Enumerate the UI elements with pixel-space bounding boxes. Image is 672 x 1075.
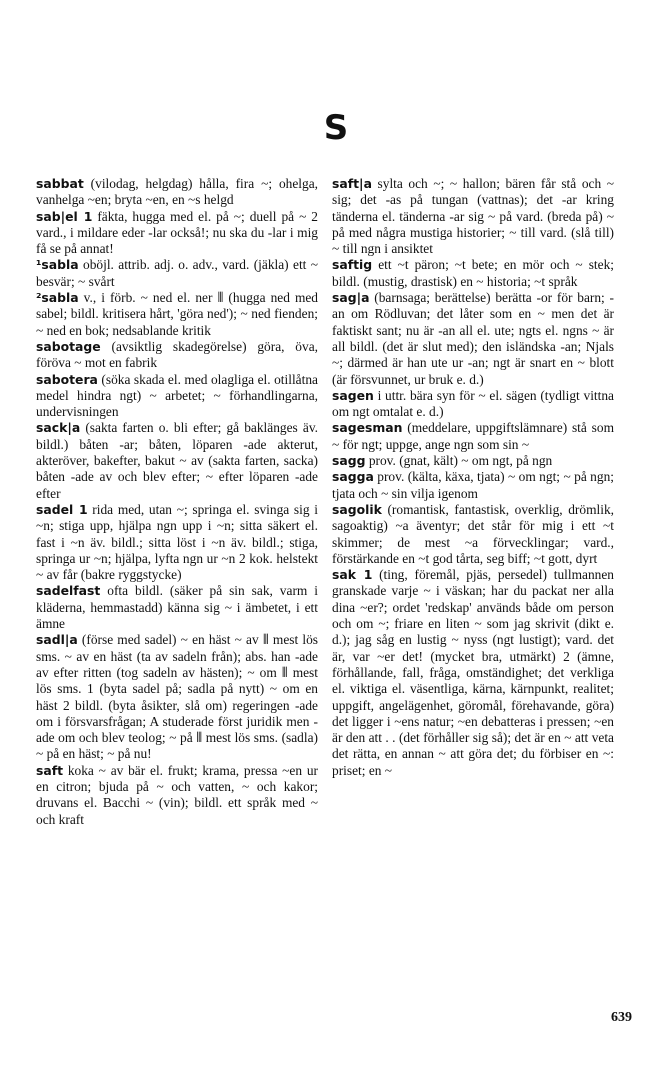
entry-sadla bbox=[36, 632, 318, 762]
entry-sadel bbox=[36, 502, 318, 583]
headword: saft|a bbox=[332, 176, 372, 191]
entry-text: oböjl. attrib. adj. o. adv., vard. (jäkla) ett ~ besvär; ~ svårt bbox=[36, 257, 318, 289]
headword: sagen bbox=[332, 387, 374, 403]
headword: sagga bbox=[332, 469, 374, 485]
right-column bbox=[332, 176, 614, 779]
headword: sadelfast bbox=[36, 583, 101, 599]
entry-sacka bbox=[36, 420, 318, 501]
entry-sagga bbox=[332, 469, 614, 502]
entry-text: sylta och ~; ~ hallon; bären får stå och ~ sig; det -as på tungan (vattnas); det -ar kring tänderna el. tänderna -ar sig ~ på vard. (breda på) ~ på med några mustiga historier; ~ till vard. (slå till) ~ till ngn i ansiktet bbox=[332, 176, 614, 257]
entry-sagen bbox=[332, 388, 614, 421]
entry-saga bbox=[332, 290, 614, 388]
headword: saftig bbox=[332, 257, 373, 273]
headword: sabotera bbox=[36, 371, 98, 387]
entry-sabotage bbox=[36, 339, 318, 372]
headword: sabotage bbox=[36, 338, 101, 354]
entry-text: (ting, föremål, pjäs, persedel) tullmannen granskade varje ~ i väskan; har du packat ner alla dina ~er?; ordet 'redskap' används både om person och om ~; friare en liten ~ som jag skrivit (dikt e. d.); jag såg en lustig ~ nyss (ngt lustigt); vard. det är, var ~er det! (mycket bra, utmärkt) 2 (ämne, förhållande, fall, fråga, omständighet; det verkliga el. viktiga el. väsentliga, kärna, kärnpunkt, realitet; uppgift, angelägenhet, göromål, förehavande, göra) det ligger i ~ens natur; ~en debatteras i pressen; ~en är den att . . (det förhåller sig så); det är en ~ att veta det rätta, en annan ~ att göra det; du förbiser en ~: priset; en ~ bbox=[332, 567, 614, 778]
entry-sadelfast bbox=[36, 583, 318, 632]
headword: sagg bbox=[332, 453, 366, 469]
entry-sagolik bbox=[332, 502, 614, 567]
entry-sabla-1 bbox=[36, 257, 318, 290]
entry-saft bbox=[36, 763, 318, 828]
entry-text: rida med, utan ~; springa el. svinga sig i ~n; stiga upp, hjälpa ngn upp i ~n; sitta säkert el. fast i ~n äv. bildl.; sitta löst i ~n äv. bildl.; stiga, springa ur ~n; hjälpa, lyfta ngn ur ~n 2 kok. helstekt ~ av får (bakre ryggstycke) bbox=[36, 501, 318, 583]
entry-text: (förse med sadel) ~ en häst ~ av ⦀ mest lös sms. ~ av en häst (ta av sadeln från); abs. han -ade av efter ritten (tog sadeln av hästen); ~ om ⦀ mest lös sms. 1 (byta sadel på; sadla på nytt) ~ om en häst 2 bildl. (byta åsikter, slå om) regeringen -ade om i försvarsfrågan; A studerade först juridik men -ade om och blev teolog; ~ på ⦀ mest lös sms. (sadla) ~ på en häst; ~ på nu! bbox=[36, 632, 318, 762]
entry-text: ett ~t päron; ~t bete; en mör och ~ stek; bildl. (mustig, drastisk) en ~ historia; ~t språk bbox=[332, 257, 614, 289]
entry-text: prov. (gnat, kält) ~ om ngt, på ngn bbox=[365, 453, 553, 469]
headword: sab|el 1 bbox=[36, 208, 93, 224]
section-letter: S bbox=[323, 108, 349, 148]
entry-text: i uttr. bära syn för ~ el. sägen (tydligt vittna om ngt omtalat e. d.) bbox=[332, 387, 614, 420]
entry-text: koka ~ av bär el. frukt; krama, pressa ~en ur en citron; bjuda på ~ och vatten, ~ och kakor; druvans el. Bacchi ~ (vin); bildl. ett språk med ~ och kraft bbox=[36, 762, 318, 827]
entry-text: (barnsaga; berättelse) berätta -or för barn; -an om Rödluvan; det låter som en ~ men det är faktiskt sant; nu är -an all el. ute; ngts el. ngns ~ är all bildl. (det är slut med); den isländska -an; Njals ~; därmed är han ute ur -an; ngt är snart en ~ blott (är försvunnet, ur bruk e. d.) bbox=[332, 290, 614, 387]
headword: sagolik bbox=[332, 501, 382, 517]
headword: sadl|a bbox=[36, 632, 78, 648]
entry-text: (avsiktlig skadegörelse) göra, öva, föröva ~ mot en fabrik bbox=[36, 338, 318, 371]
entry-safta bbox=[332, 176, 614, 257]
entry-sabel bbox=[36, 209, 318, 258]
headword: sag|a bbox=[332, 290, 370, 306]
headword: ¹sabla bbox=[36, 257, 79, 273]
headword: ²sabla bbox=[36, 290, 79, 306]
headword: sak 1 bbox=[332, 567, 373, 583]
entry-sabla-2 bbox=[36, 290, 318, 339]
headword: saft bbox=[36, 762, 64, 778]
entry-text: v., i förb. ~ ned el. ner ⦀ (hugga ned med sabel; bildl. kritisera hårt, 'göra ned'); ~ ned fienden; ~ ned en bok; nedsablande kritik bbox=[36, 290, 318, 338]
headword: sack|a bbox=[36, 420, 81, 436]
entry-text: prov. (kälta, käxa, tjata) ~ om ngt; ~ på ngn; tjata och ~ sin vilja igenom bbox=[332, 469, 614, 501]
entry-sabotera bbox=[36, 372, 318, 421]
headword: sadel 1 bbox=[36, 501, 88, 517]
entry-text: (vilodag, helgdag) hålla, fira ~; ohelga, vanhelga ~en; bryta ~en, en ~s helgd bbox=[36, 176, 318, 208]
entry-sagesman bbox=[332, 420, 614, 453]
headword: sagesman bbox=[332, 420, 403, 436]
entry-text: fäkta, hugga med el. på ~; duell på ~ 2 vard., i mildare eder -lar också!; nu ska du -lar i mig få se på annat! bbox=[36, 208, 318, 257]
entry-text: (söka skada el. med olagliga el. otillåtna medel hindra ngt) ~ arbetet; ~ förhandlingarna, undervisningen bbox=[36, 371, 318, 420]
page-number: 639 bbox=[611, 1010, 632, 1025]
headword: sabbat bbox=[36, 176, 84, 191]
entry-sagg bbox=[332, 453, 614, 469]
entry-sak bbox=[332, 567, 614, 779]
entry-saftig bbox=[332, 257, 614, 290]
entry-text: (sakta farten o. bli efter; gå baklänges äv. bildl.) båten -ar; båten, löparen -ade akterut, akteröver, bakefter, bakut ~ av (sakta farten, sacka) båten -ade av och blev efter; ~ efter löparen -ade efter bbox=[36, 420, 318, 501]
entry-sabbat bbox=[36, 176, 318, 209]
entry-text: ofta bildl. (säker på sin sak, varm i kläderna, hemmastadd) känna sig ~ i ämbetet, i ett ämne bbox=[36, 583, 318, 632]
left-column bbox=[36, 176, 318, 828]
entry-text: (romantisk, fantastisk, overklig, drömlik, sagoaktig) ~a äventyr; det står för mig i ett ~t skimmer; de mest ~a förvecklingar; vard., förstärkande en ~t god tårta, seg biff; ~t gott, dyrt bbox=[332, 501, 614, 566]
entry-text: (meddelare, uppgiftslämnare) stå som ~ för ngt; uppge, ange ngn som sin ~ bbox=[332, 420, 614, 452]
